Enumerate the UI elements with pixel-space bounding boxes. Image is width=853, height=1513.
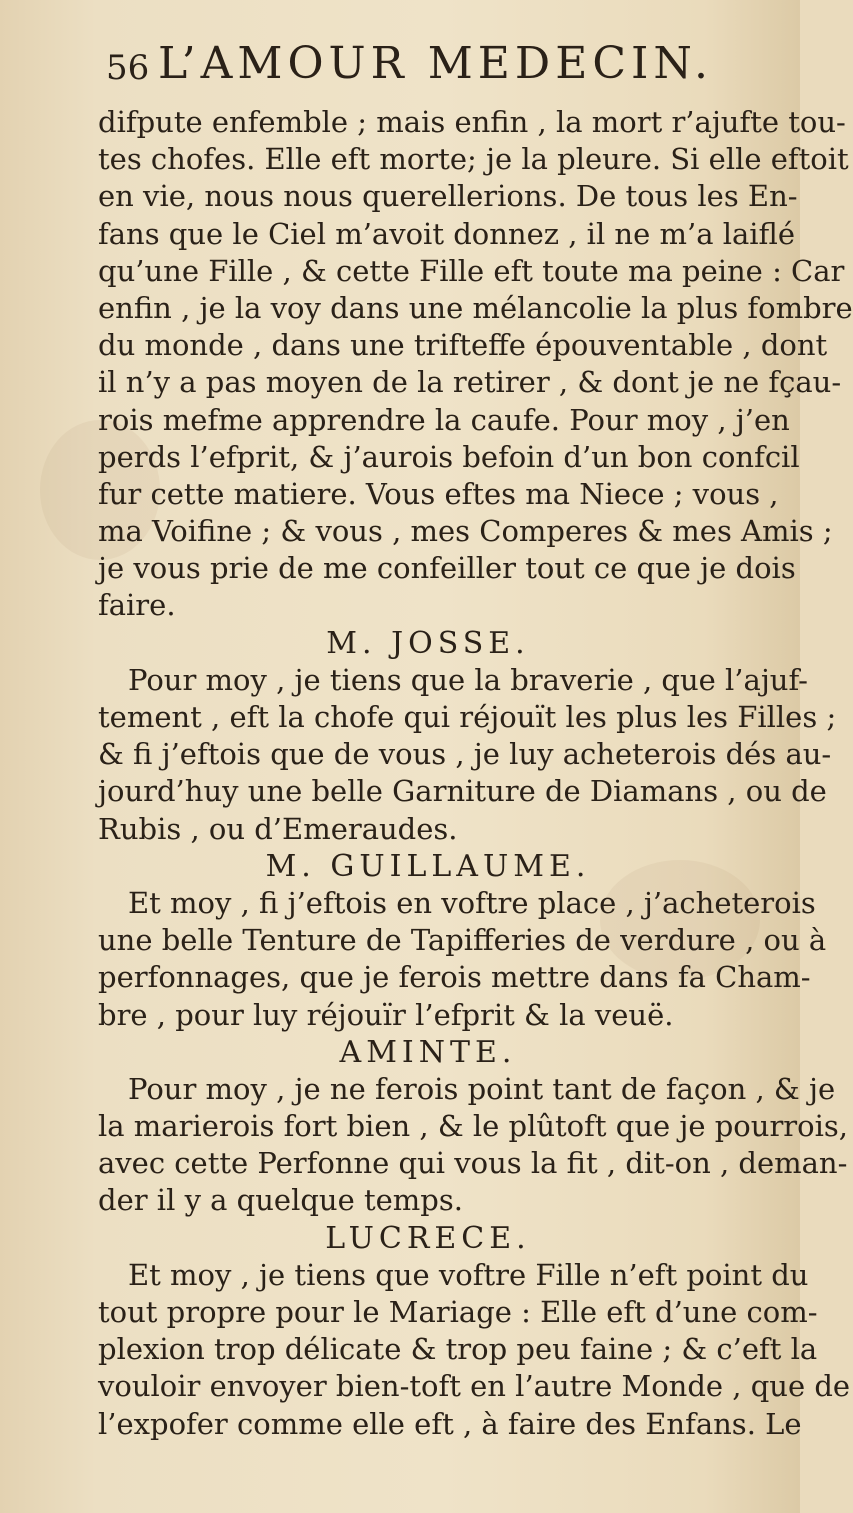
text-line: perfonnages, que je ferois mettre dans fa Cham-	[98, 960, 811, 995]
text-line: fans que le Ciel m’avoit donnez , il ne m’a laiflé	[98, 216, 796, 251]
text-line: rois mefme apprendre la caufe. Pour moy , j’en	[98, 402, 790, 437]
text-line: Pour moy , je ne ferois point tant de façon , & je	[128, 1071, 836, 1106]
text-line: du monde , dans une trifteffe épouventable , dont	[98, 328, 828, 363]
text-line: avec cette Perfonne qui vous la fit , dit-on , deman-	[98, 1146, 848, 1181]
text-line: il n’y a pas moyen de la retirer , & dont je ne fçau-	[98, 365, 842, 400]
text-line: Et moy , fi j’eftois en voftre place , j’acheterois	[128, 885, 816, 920]
speech-aminte	[98, 1071, 849, 1220]
text-line: une belle Tenture de Tapifferies de verdure , ou à	[98, 923, 827, 958]
speaker-name-josse: M. JOSSE.	[326, 625, 530, 661]
text-line: & fi j’eftois que de vous , je luy acheterois dés au-	[98, 737, 832, 772]
text-line: faire.	[98, 588, 176, 623]
text-line: enfin , je la voy dans une mélancolie la plus fombre	[98, 290, 853, 325]
speech-guillaume	[98, 885, 827, 1034]
text-line: qu’une Fille , & cette Fille eft toute ma peine : Car	[98, 253, 845, 288]
speaker-name-guillaume: M. GUILLAUME.	[265, 848, 591, 884]
text-line: l’expofer comme elle eft , à faire des Enfans. Le	[98, 1406, 802, 1441]
text-line: ma Voifine ; & vous , mes Comperes & mes Amis ;	[98, 514, 833, 549]
speech-lucrece	[98, 1257, 851, 1443]
text-line: vouloir envoyer bien-toft en l’autre Monde , que de	[98, 1369, 851, 1404]
speech-intro	[98, 104, 853, 625]
text-line: perds l’efprit, & j’aurois befoin d’un bon confcil	[98, 439, 800, 474]
page-header	[0, 38, 800, 98]
page-text	[98, 104, 853, 1443]
text-line: difpute enfemble ; mais enfin , la mort r’ajufte tou-	[98, 105, 846, 139]
speech-josse	[98, 662, 837, 848]
text-line: tout propre pour le Mariage : Elle eft d’une com-	[98, 1295, 818, 1329]
text-line: Et moy , je tiens que voftre Fille n’eft point du	[128, 1257, 809, 1292]
text-line: bre , pour luy réjouïr l’efprit & la veuë.	[98, 997, 674, 1032]
text-line: tes chofes. Elle eft morte; je la pleure. Si elle eftoit	[98, 142, 849, 177]
running-title: L’AMOUR MEDECIN.	[158, 38, 714, 89]
speaker-name-aminte: AMINTE.	[339, 1034, 517, 1070]
speaker-name-lucrece: LUCRECE.	[325, 1220, 531, 1256]
text-line: jourd’huy une belle Garniture de Diamans , ou de	[98, 774, 827, 809]
text-line: Pour moy , je tiens que la braverie , que l’ajuf-	[128, 662, 808, 697]
text-line: en vie, nous nous querellerions. De tous les En-	[98, 179, 798, 214]
text-line: fur cette matiere. Vous eftes ma Niece ; vous ,	[98, 476, 779, 511]
text-line: der il y a quelque temps.	[98, 1183, 463, 1218]
text-line: tement , eft la chofe qui réjouït les plus les Filles ;	[98, 700, 837, 734]
text-line: la marierois fort bien , & le plûtoft que je pourrois,	[98, 1109, 849, 1144]
text-line: plexion trop délicate & trop peu faine ; & c’eft la	[98, 1332, 818, 1367]
text-line: Rubis , ou d’Emeraudes.	[98, 811, 458, 846]
page-number: 56	[106, 48, 150, 88]
text-line: je vous prie de me confeiller tout ce que je dois	[98, 551, 796, 586]
